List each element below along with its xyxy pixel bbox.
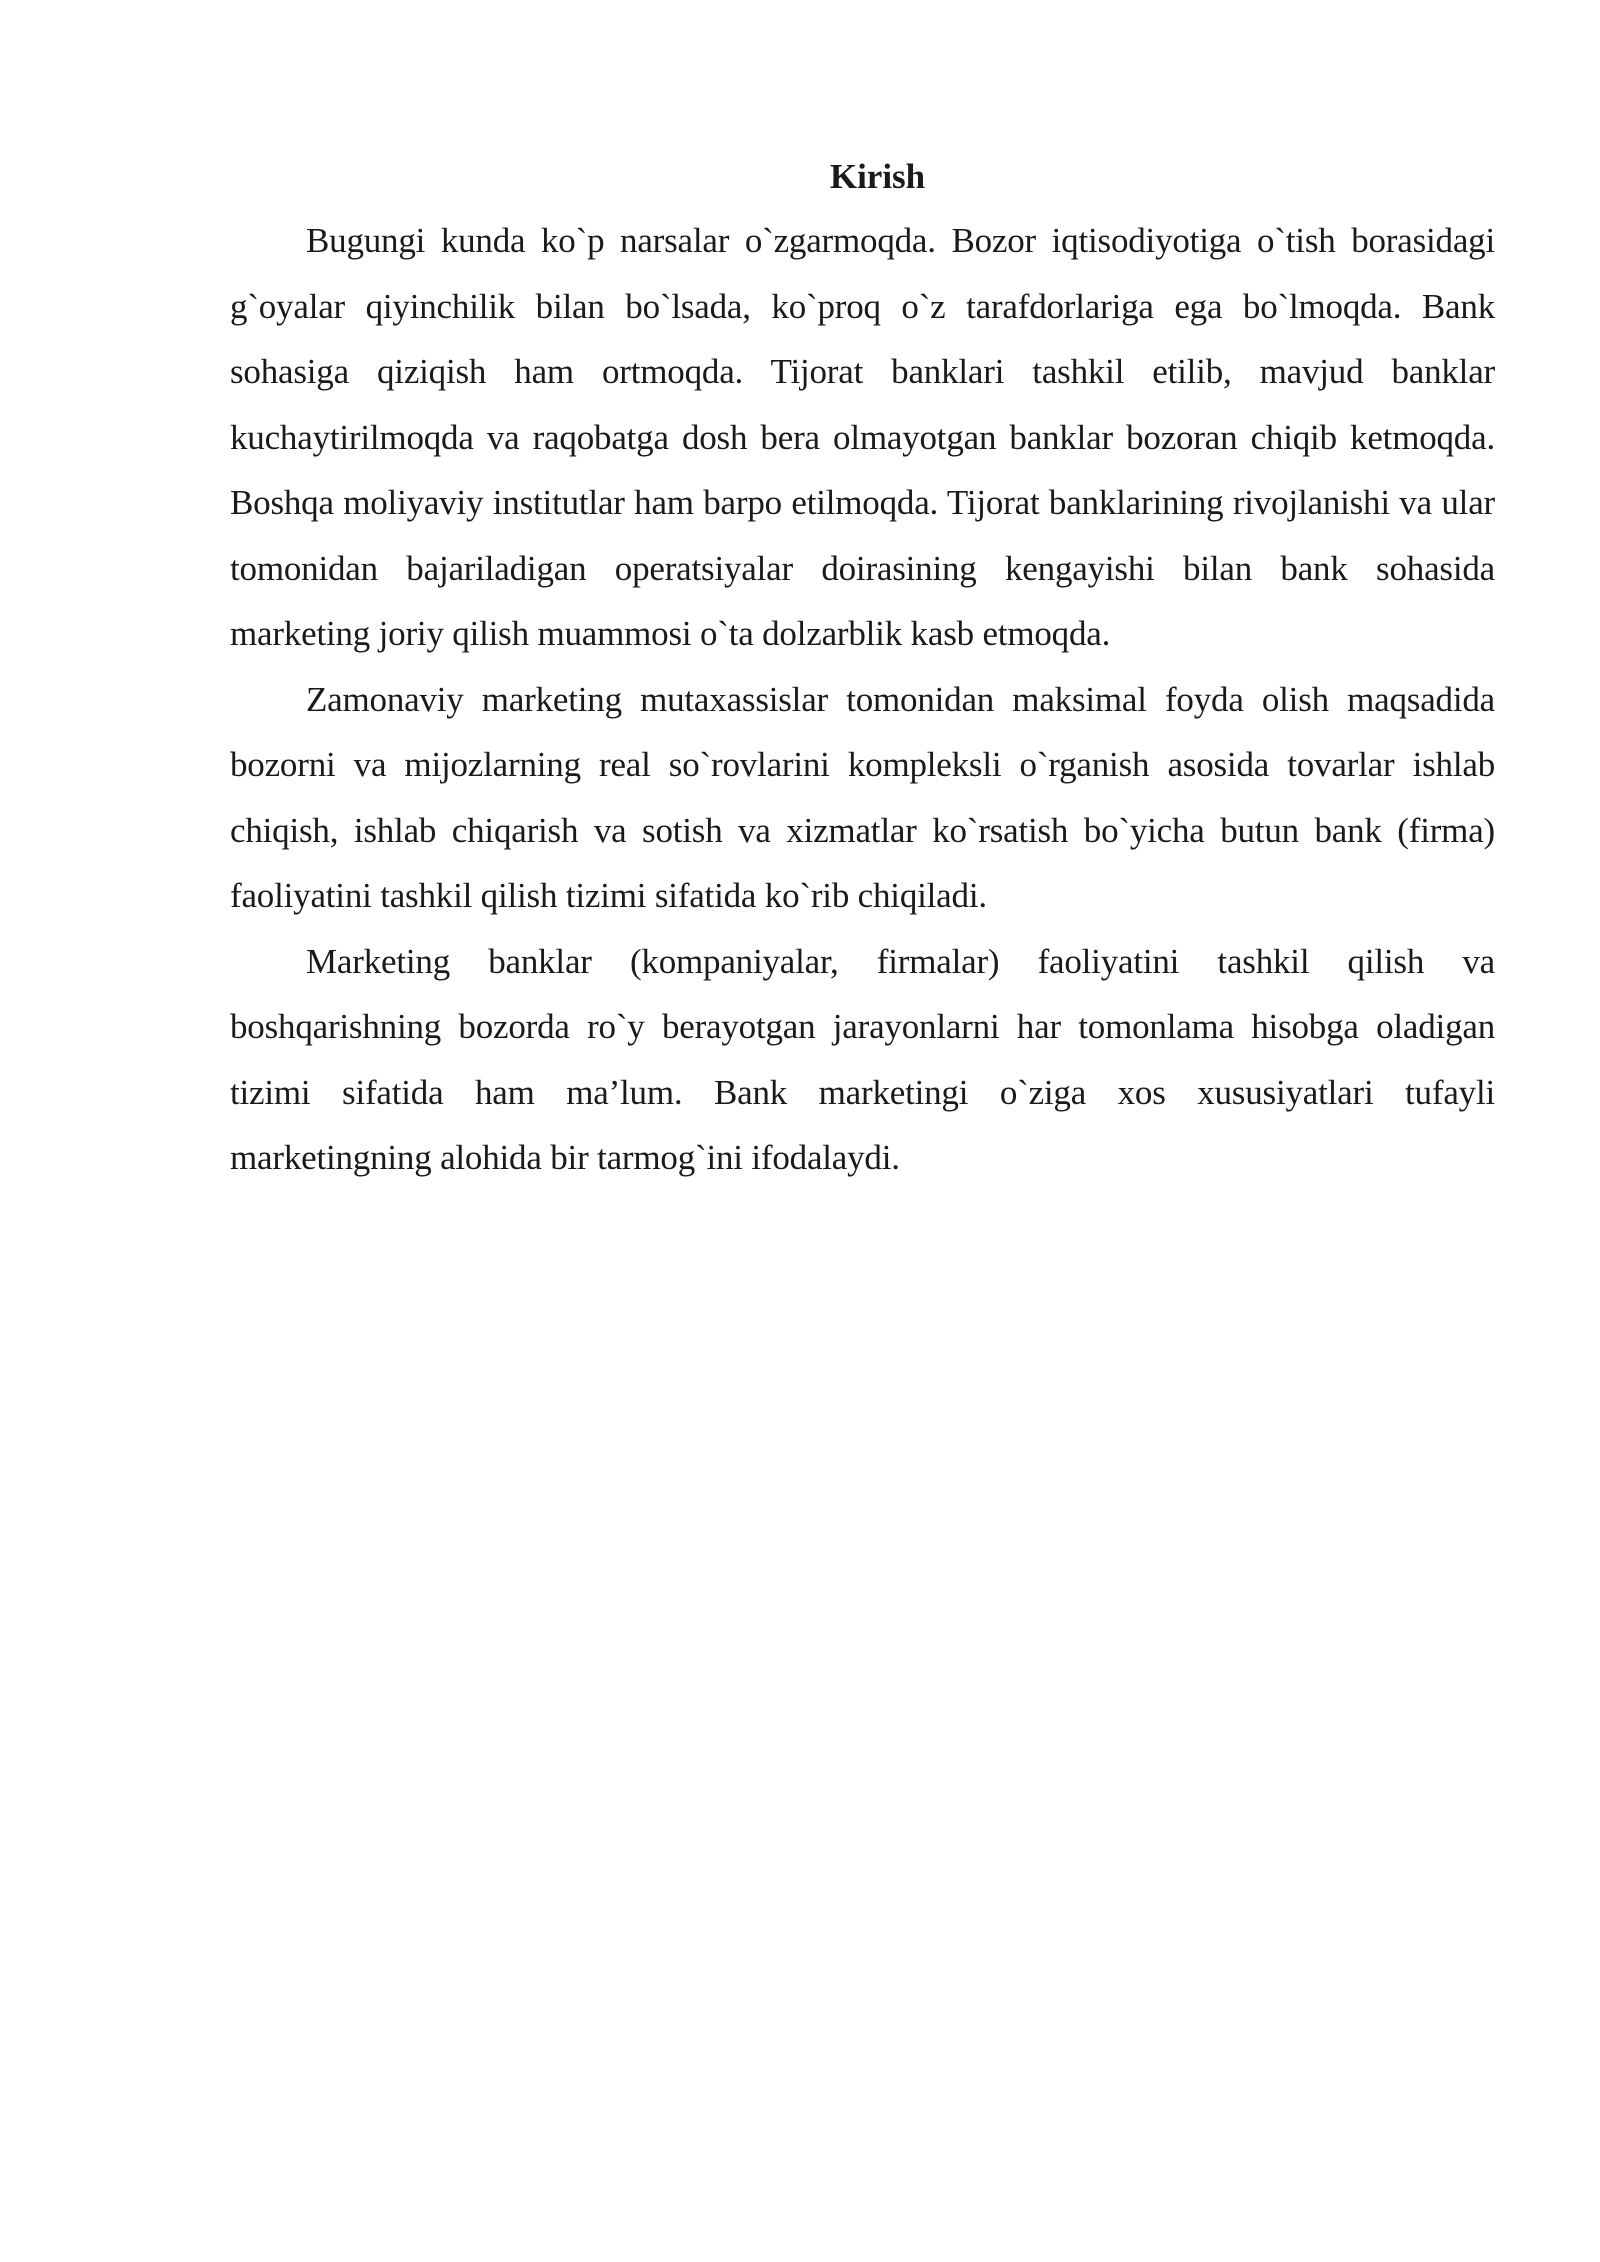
page-content xyxy=(230,150,1495,1191)
paragraph-3: Marketing banklar (kompaniyalar, firmalar) faoliyatini tashkil qilish va boshqarishning bozorda ro`y berayotgan jarayonlarni har tomonlama hisobga oladigan tizimi sifatida ham ma’lum. Bank marketingi o`ziga xos xususiyatlari tufayli marketingning alohida bir tarmog`ini ifodalaydi. xyxy=(230,941,1495,1177)
paragraph-1: Bugungi kunda ko`p narsalar o`zgarmoqda. Bozor iqtisodiyotiga o`tish borasidagi g`oyalar qiyinchilik bilan bo`lsada, ko`proq o`z tarafdorlariga ega bo`lmoqda. Bank sohasiga qiziqish ham ortmoqda. Tijorat banklari tashkil etilib, mavjud banklar kuchaytirilmoqda va raqobatga dosh bera olmayotgan banklar bozoran chiqib ketmoqda. Boshqa moliyaviy institutlar ham barpo etilmoqda. Tijorat banklarining rivojlanishi va ular tomonidan bajariladigan operatsiyalar doirasining kengayishi bilan bank sohasida marketing joriy qilish muammosi o`ta dolzarblik kasb etmoqda. xyxy=(230,221,1495,653)
section-heading: Kirish xyxy=(829,157,926,196)
paragraph-2: Zamonaviy marketing mutaxassislar tomonidan maksimal foyda olish maqsadida bozorni va mijozlarning real so`rovlarini kompleksli o`rganish asosida tovarlar ishlab chiqish, ishlab chiqarish va sotish va xizmatlar ko`rsatish bo`yicha butun bank (firma) faoliyatini tashkil qilish tizimi sifatida ko`rib chiqiladi. xyxy=(230,679,1495,915)
